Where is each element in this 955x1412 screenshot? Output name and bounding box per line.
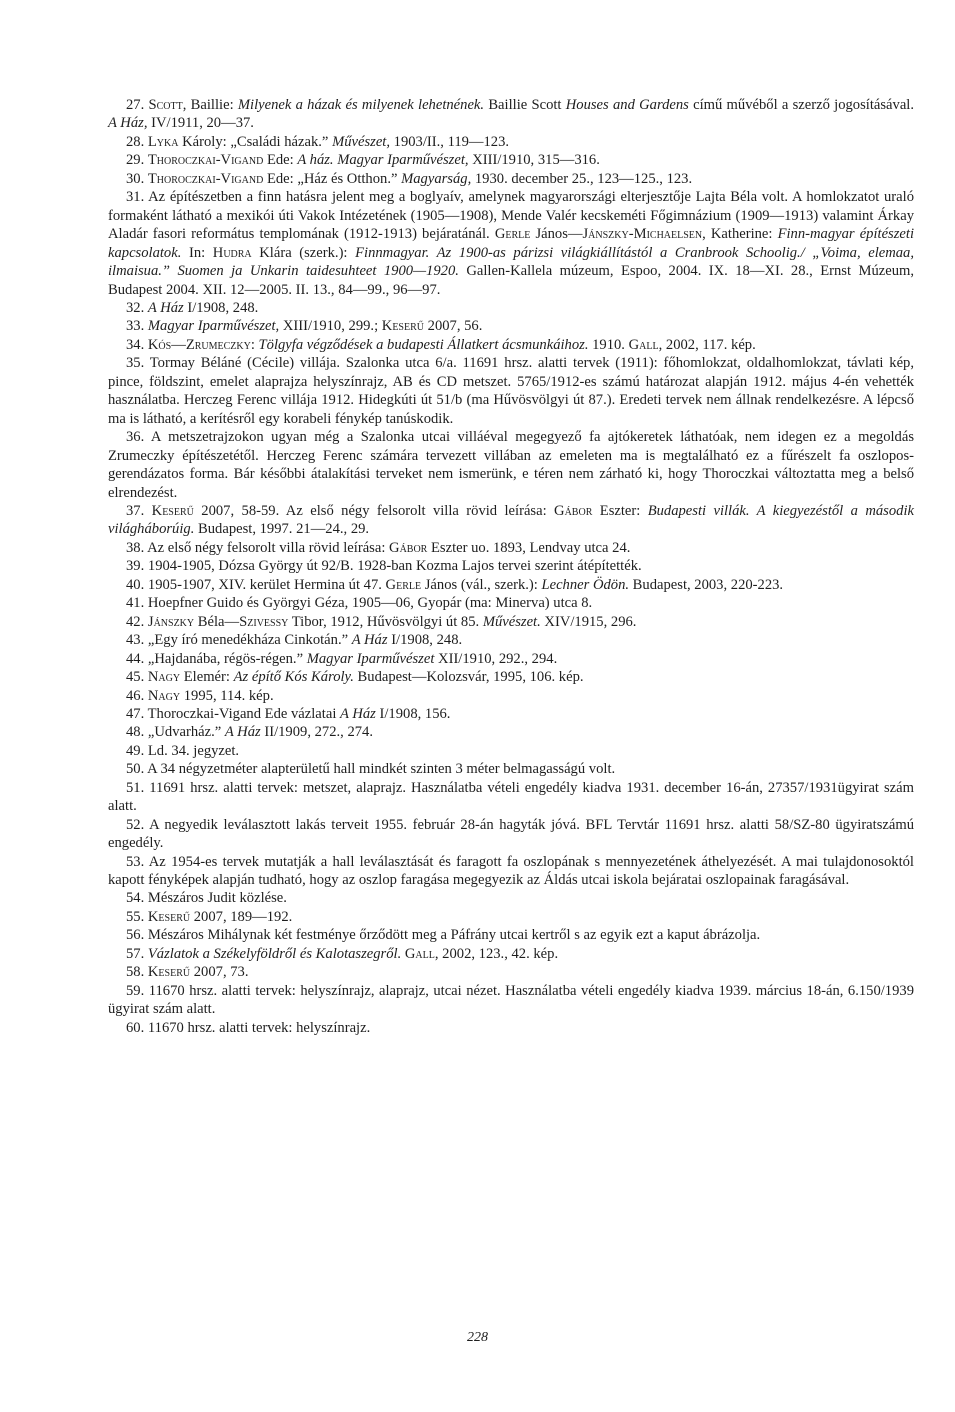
endnote-52: [108, 816, 914, 853]
endnote-57: [108, 945, 914, 963]
page-number: 228: [467, 1330, 488, 1345]
endnote-33: [108, 317, 914, 335]
endnote-47: [108, 705, 914, 723]
endnote-34: [108, 336, 914, 354]
endnote-author-name: Keserű: [151, 502, 194, 519]
endnote-title-text: A Ház: [224, 724, 261, 741]
endnote-text: II/1909, 272., 274.: [260, 724, 373, 741]
endnote-author-name: Thoroczkai-Vigand: [147, 152, 264, 169]
endnote-43: [108, 631, 914, 649]
endnote-text: című művéből a szerző jogosításával.: [688, 97, 914, 113]
endnote-text: XIII/1910, 315—316.: [468, 152, 600, 169]
endnote-title-text: Művészet.: [482, 613, 541, 630]
endnote-text: Ede:: [263, 152, 298, 169]
endnote-title-text: Houses and Gardens: [565, 97, 689, 113]
endnote-text: 1903/II., 119—123.: [390, 133, 510, 150]
endnote-text: 2007, 58-59. Az első négy felsorolt villa rövid leírása:: [193, 502, 555, 519]
endnote-59: [108, 982, 914, 1019]
endnote-41: [108, 594, 914, 612]
endnote-author-name: Szivessy: [239, 613, 289, 630]
endnote-text: 43. „Egy író menedékháza Cinkotán.”: [126, 632, 352, 649]
endnote-29: [108, 151, 914, 169]
endnote-title-text: Budapesti villák. A kiegyezéstől a második világháborúig.: [108, 502, 914, 538]
endnote-40: [108, 576, 914, 594]
endnote-text: 33.: [126, 318, 148, 335]
endnote-title-text: A Ház,: [108, 115, 148, 132]
endnote-author-name: Gerle: [385, 576, 422, 593]
endnote-56: [108, 926, 914, 944]
endnote-author-name: Nagy: [147, 687, 181, 704]
endnote-text: 1910.: [588, 336, 629, 353]
endnote-text: Tibor, 1912, Hűvösvölgyi út 85.: [288, 613, 483, 630]
endnote-author-name: Jánszky: [147, 613, 195, 630]
endnote-text: XIV/1915, 296.: [540, 613, 637, 630]
endnote-title-text: Milyenek a házak és milyenek lehetnének.: [237, 97, 485, 113]
endnote-text: 28.: [126, 133, 148, 150]
endnote-text: I/1908, 248.: [387, 632, 463, 649]
endnote-text: I/1908, 248.: [183, 299, 259, 316]
endnote-31: [108, 188, 914, 299]
endnote-27: [108, 96, 914, 133]
endnote-text: János—: [530, 226, 583, 243]
endnote-text: Budapest, 1997. 21—24., 29.: [194, 521, 370, 538]
endnote-text: 31. Az építészetben a finn hatásra jelent meg a boglyaív, amelynek magyarországi elterjesztője Lajta Béla volt. A homlokzatot uraló formaként látható a mexikói úti Vakok Intézetének (1905—1908), Mende Valér kecskeméti Főgimnázium (1909—1913) valamint Árkay Aladár fasori református templomának (1912-1913) bejáratánál.: [108, 189, 914, 243]
endnote-42: [108, 613, 914, 631]
endnote-text: 36. A metszetrajzokon ugyan még a Szalonka utcai villáéval megegyező fa ajtókeretek láthatóak, nem idegen ez a megoldás Zrumeczky építészetétől. Herczeg Ferenc számára tervezett villában az emeleten ma is megtalálható ez a fűrészelt fa oszlopos-gerendázatos forma. Bár későbbi átalakítási terveket nem ismerünk, e téren nem zárható ki, hogy Thoroczkai változtatta meg a belső elrendezést.: [108, 429, 914, 501]
endnote-text: IV/1911, 20—37.: [147, 115, 254, 132]
endnote-text: 45.: [126, 669, 148, 686]
endnote-text: 53. Az 1954-es tervek mutatják a hall leválasztását és faragott fa oszlopának s mennyezetének áthelyezését. A mai tulajdonosoktól kapott fényképek alapján tudható, hogy az oszlop faragása megegyezik az Áldás utcai iskola bejáratai oszlopainak faragásával.: [108, 853, 914, 889]
endnote-text: Ede: „Ház és Otthon.”: [263, 170, 402, 187]
endnote-text: I/1908, 156.: [375, 705, 451, 722]
endnote-text: 37.: [126, 502, 152, 519]
endnote-text: 58.: [126, 964, 148, 981]
endnote-49: [108, 742, 914, 760]
endnote-text: 59. 11670 hrsz. alatti tervek: helyszínrajz, alaprajz, utcai nézet. Használatba vételi engedély kiadva 1939. március 18-án, 6.150/1939 ügyirat szám alatt.: [108, 982, 914, 1018]
endnote-text: 60. 11670 hrsz. alatti tervek: helyszínrajz.: [126, 1019, 371, 1036]
endnote-title-text: Az építő Kós Károly.: [233, 669, 354, 686]
endnote-54: [108, 889, 914, 907]
endnote-title-text: Magyarság,: [401, 170, 472, 187]
endnote-title-text: A ház. Magyar Iparművészet,: [297, 152, 469, 169]
endnote-text: János (vál., szerk.):: [421, 576, 542, 593]
endnote-text: 42.: [126, 613, 148, 630]
endnote-text: Gallen-Kallela múzeum, Espoo, 2004. IX. 18—XI. 28., Ernst Múzeum, Budapest 2004. XII. 12—2005. II. 13., 84—99., 96—97.: [108, 263, 914, 298]
endnote-text: 39. 1904-1905, Dózsa György út 92/B. 1928-ban Kozma Lajos tervei szerint átépítették.: [126, 558, 642, 575]
endnote-36: [108, 428, 914, 502]
endnote-text: 27.: [126, 97, 149, 113]
endnote-author-name: Gábor: [389, 539, 428, 556]
endnote-author-name: Zrumeczky: [185, 336, 251, 353]
endnote-author-name: Keserű: [147, 908, 191, 925]
endnote-28: [108, 133, 914, 151]
endnote-39: [108, 557, 914, 575]
endnote-text: 41. Hoepfner Guido és Györgyi Géza, 1905—06, Gyopár (ma: Minerva) utca 8.: [126, 595, 593, 612]
endnote-text: 54. Mészáros Judit közlése.: [126, 890, 287, 907]
endnote-text: 55.: [126, 908, 148, 925]
endnote-title-text: Tölgyfa végződések a budapesti Állatkert ácsmunkáihoz.: [258, 336, 589, 353]
endnote-text: , Baillie:: [182, 97, 238, 113]
endnote-text: 50. A 34 négyzetméter alapterületű hall mindkét szinten 3 méter belmagasságú volt.: [126, 761, 616, 778]
endnote-58: [108, 963, 914, 981]
endnote-text: 32.: [126, 299, 148, 316]
endnote-title-text: Vázlatok a Székelyföldről és Kalotaszegről.: [147, 945, 402, 962]
endnote-60: [108, 1019, 914, 1037]
endnote-text: 29.: [126, 152, 148, 169]
endnote-title-text: Finn-magyar építészeti kapcsolatok.: [108, 226, 914, 261]
endnote-50: [108, 760, 914, 778]
endnote-text: 56. Mészáros Mihálynak két festménye őrződött meg a Páfrány utcai kertről s az egyik ezt a kaput ábrázolja.: [126, 927, 761, 944]
endnote-38: [108, 539, 914, 557]
endnote-author-name: Hudra: [212, 244, 252, 261]
endnote-text: 57.: [126, 945, 148, 962]
endnote-text: Béla—: [194, 613, 240, 630]
endnote-text: Klára (szerk.):: [251, 244, 356, 261]
endnote-text: 40. 1905-1907, XIV. kerület Hermina út 47.: [126, 576, 386, 593]
endnote-text: 30.: [126, 170, 148, 187]
endnote-author-name: Thoroczkai-Vigand: [147, 170, 264, 187]
endnote-author-name: Lyka: [147, 133, 179, 150]
endnote-text: Budapest—Kolozsvár, 1995, 106. kép.: [353, 669, 584, 686]
endnote-author-name: Gábor: [554, 502, 593, 519]
endnote-35: [108, 354, 914, 428]
endnote-text: Baillie Scott: [484, 97, 566, 113]
endnotes-column: [108, 96, 914, 1037]
endnote-text: 2007, 189—192.: [190, 908, 293, 925]
endnote-46: [108, 687, 914, 705]
endnote-text: 49. Ld. 34. jegyzet.: [126, 742, 240, 759]
endnote-53: [108, 853, 914, 890]
endnote-author-name: Keserű: [147, 964, 191, 981]
endnote-title-text: A Ház: [340, 705, 376, 722]
endnote-44: [108, 650, 914, 668]
endnote-text: 2007, 73.: [190, 964, 249, 981]
endnote-text: 2007, 56.: [424, 318, 483, 335]
endnote-text: 48. „Udvarház.”: [126, 724, 225, 741]
endnote-text: Károly: „Családi házak.”: [178, 133, 333, 150]
endnote-text: , 2002, 117. kép.: [658, 336, 756, 353]
endnote-text: 47. Thoroczkai-Vigand Ede vázlatai: [126, 705, 341, 722]
endnote-title-text: Finnmagyar. Az 1900-as párizsi világkiállítástól a Cranbrook Schoolig./ „Voima, elemaa, ilmaisua.” Suomen ja Unkarin taidesuhteet 1900—1920.: [108, 244, 915, 280]
endnote-text: In:: [181, 244, 213, 261]
endnote-title-text: A Ház: [351, 632, 388, 649]
endnote-text: 38. Az első négy felsorolt villa rövid leírása:: [126, 539, 390, 556]
endnote-title-text: Magyar Iparművészet: [306, 650, 435, 667]
endnote-author-name: Gall: [404, 945, 435, 962]
endnote-text: —: [171, 336, 186, 353]
endnote-text: , 2002, 123., 42. kép.: [434, 945, 559, 962]
endnote-text: 1995, 114. kép.: [180, 687, 274, 704]
endnote-text: 46.: [126, 687, 148, 704]
endnote-text: 44. „Hajdanába, régös-régen.”: [126, 650, 307, 667]
endnote-30: [108, 170, 914, 188]
endnote-text: , Katherine:: [702, 226, 778, 243]
endnote-title-text: A Ház: [147, 299, 184, 316]
endnote-text: Eszter:: [592, 502, 648, 519]
endnote-author-name: Nagy: [147, 669, 181, 686]
endnote-55: [108, 908, 914, 926]
endnote-48: [108, 723, 914, 741]
endnote-text: Elemér:: [180, 669, 234, 686]
endnote-37: [108, 502, 914, 539]
endnote-32: [108, 299, 914, 317]
endnote-title-text: Lechner Ödön.: [541, 576, 630, 593]
endnote-author-name: Gerle: [494, 226, 531, 243]
endnote-51: [108, 779, 914, 816]
endnote-title-text: Művészet,: [332, 133, 391, 150]
endnote-text: 1930. december 25., 123—125., 123.: [471, 170, 693, 187]
endnote-author-name: Kós: [147, 336, 172, 353]
endnote-text: Eszter uo. 1893, Lendvay utca 24.: [427, 539, 631, 556]
endnote-author-name: Jánszky-Michaelsen: [582, 226, 703, 243]
endnote-text: 52. A negyedik leválasztott lakás terveit 1955. február 28-án hagyták jóvá. BFL Tervtár 11691 hrsz. alatti 58/SZ-80 ügyiratszámú engedély.: [108, 816, 914, 852]
endnote-text: 51. 11691 hrsz. alatti tervek: metszet, alaprajz. Használatba vételi engedély kiadva 1931. december 16-án, 27357/1931ügyirat szám alatt.: [108, 779, 914, 815]
endnote-text: XIII/1910, 299.;: [279, 318, 382, 335]
endnote-author-name: Gall: [628, 336, 659, 353]
endnote-text: Budapest, 2003, 220-223.: [629, 576, 784, 593]
endnote-title-text: Magyar Iparművészet,: [147, 318, 280, 335]
endnote-author-name: Scott: [148, 97, 183, 113]
endnote-45: [108, 668, 914, 686]
endnote-text: XII/1910, 292., 294.: [434, 650, 558, 667]
endnote-text: 34.: [126, 336, 148, 353]
endnote-text: 35. Tormay Béláné (Cécile) villája. Szalonka utca 6/a. 11691 hrsz. alatti tervek (1911): főhomlokzat, oldalhomlokzat, távlati kép, pince, földszint, emelet alaprajza helyszínrajz, AB és CD metszet. 5765/1912-es számú határozat alapján 1912. május 4-én vehették használatba. Herczeg Ferenc villája 1912. Hidegkúti út 51/b (ma Hűvösvölgyi út 87.). Eredeti tervek nem állnak rendelkezésre. A lépcső ma is látható, a kerítésről egy korabeli fénykép tanúskodik.: [108, 355, 914, 427]
endnote-text: :: [250, 336, 259, 353]
endnote-author-name: Keserű: [381, 318, 424, 335]
